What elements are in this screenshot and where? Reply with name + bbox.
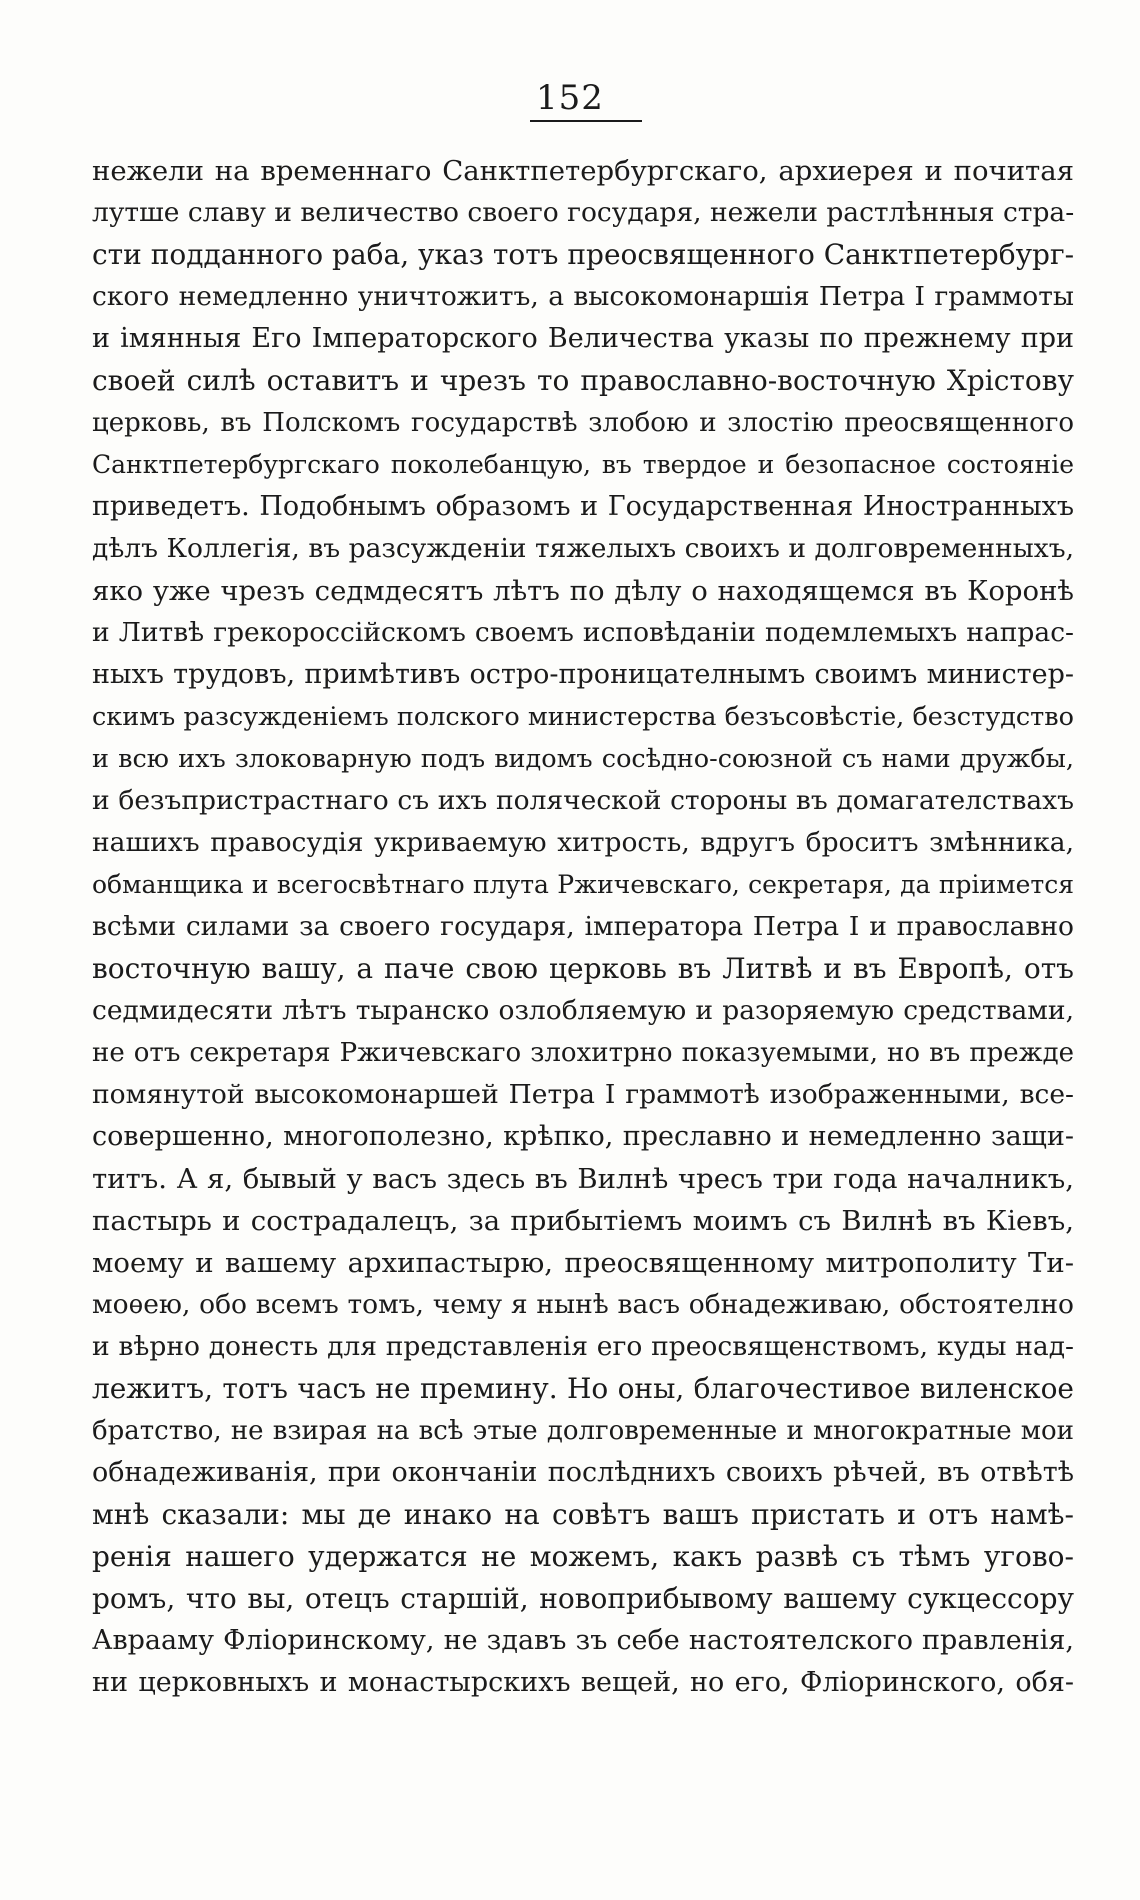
- text-line: Авраaму Фліоринскому, не здавъ зъ себе настоятелского правленія,: [92, 1625, 1074, 1656]
- text-line: помянутой высокомонаршей Петра I граммотѣ изображенными, все-: [92, 1079, 1074, 1110]
- text-line: и безъпристрастнаго съ ихъ поляческой стороны въ домагателствахъ: [92, 785, 1074, 816]
- text-line: моѳею, обо всемъ томъ, чему я нынѣ васъ обнадеживаю, обстоятелно: [92, 1289, 1074, 1320]
- text-line: пастырь и сострадалецъ, за прибытіемъ моимъ съ Вилнѣ въ Кіевъ,: [92, 1205, 1074, 1237]
- text-line: ныхъ трудовъ, примѣтивъ остро-проницателнымъ своимъ министер-: [92, 659, 1074, 690]
- text-line: не отъ секретаря Ржичевскаго злохитрно показуемыми, но въ прежде: [92, 1038, 1074, 1068]
- text-line: своей силѣ оставитъ и чрезъ то православно-восточную Хрістову: [92, 364, 1074, 397]
- text-line: и імянныя Его Імператорского Величества указы по прежнему при: [92, 323, 1074, 354]
- text-line: ромъ, что вы, отецъ старшій, новоприбывому вашему сукцессору: [92, 1582, 1074, 1615]
- body-text: [92, 150, 1074, 1704]
- text-line: церковь, въ Полскомъ государствѣ злобою и злостію преосвященного: [92, 408, 1074, 438]
- text-line: и Литвѣ грекороссійскомъ своемъ исповѣданіи подемлемыхъ напрас-: [92, 617, 1074, 648]
- text-line: титъ. А я, бывый у васъ здесь въ Вилнѣ чресъ три года началникъ,: [92, 1163, 1074, 1195]
- page-number-underline: [530, 120, 642, 122]
- text-line: Санктпетербургскаго поколебанцую, въ твердое и безопасное состояніе: [92, 450, 1074, 479]
- text-line: скимъ разсужденіемъ полского министерства безъсовѣстіе, безстудство: [92, 702, 1074, 732]
- text-line: ренія нашего удержатся не можемъ, какъ развѣ съ тѣмъ угово-: [92, 1540, 1074, 1573]
- text-line: и вѣрно донесть для представленія его преосвященствомъ, куды над-: [92, 1331, 1074, 1362]
- text-line: седмидесяти лѣтъ тыранско озлобляемую и разоряемую средствами,: [92, 995, 1074, 1026]
- text-line: обманщика и всегосвѣтнаго плута Ржичевскаго, секретаря, да пріимется: [92, 870, 1074, 899]
- text-line: сти подданного раба, указ тотъ преосвященного Санктпетербург-: [92, 238, 1074, 271]
- text-line: дѣлъ Коллегія, въ разсужденіи тяжелыхъ своихъ и долговременныхъ,: [92, 533, 1074, 564]
- text-line: мнѣ сказали: мы де инако на совѣтъ вашъ пристать и отъ намѣ-: [92, 1498, 1074, 1531]
- text-line: яко уже чрезъ седмдесятъ лѣтъ по дѣлу о находящемся въ Коронѣ: [92, 575, 1074, 607]
- text-line: нашихъ правосудія укриваемую хитрость, вдругъ броситъ змѣнника,: [92, 827, 1074, 858]
- text-line: ского немедленно уничтожитъ, а высокомонаршія Петра I граммоты: [92, 281, 1074, 312]
- text-line: восточную вашу, а паче свою церковь въ Литвѣ и въ Европѣ, отъ: [92, 952, 1074, 985]
- text-line: лутше славу и величество своего государя, нежели растлѣнныя стра-: [92, 197, 1074, 228]
- text-line: ни церковныхъ и монастырскихъ вещей, но его, Фліоринского, обя-: [92, 1667, 1074, 1698]
- text-line: нежели на временнаго Санктпетербургскаго, архиерея и почитая: [92, 155, 1074, 187]
- text-line: обнадеживанія, при окончаніи послѣднихъ своихъ рѣчей, въ отвѣтѣ: [92, 1457, 1074, 1488]
- text-line: совершенно, многополезно, крѣпко, преславно и немедленно защи-: [92, 1121, 1074, 1152]
- text-line: всѣми силами за своего государя, імператора Петра I и православно: [92, 911, 1074, 942]
- text-line: братство, не взирая на всѣ этые долговременные и многократные мои: [92, 1416, 1074, 1446]
- page-number: 152: [536, 78, 604, 118]
- text-line: и всю ихъ злоковарную подъ видомъ сосѣдно-союзной съ нами дружбы,: [92, 744, 1074, 774]
- text-line: моему и вашему архипастырю, преосвященному митрополиту Ти-: [92, 1247, 1074, 1279]
- text-line: лежитъ, тотъ часъ не премину. Но оны, благочестивое виленское: [92, 1372, 1074, 1405]
- text-line: приведетъ. Подобнымъ образомъ и Государственная Иностранныхъ: [92, 491, 1074, 522]
